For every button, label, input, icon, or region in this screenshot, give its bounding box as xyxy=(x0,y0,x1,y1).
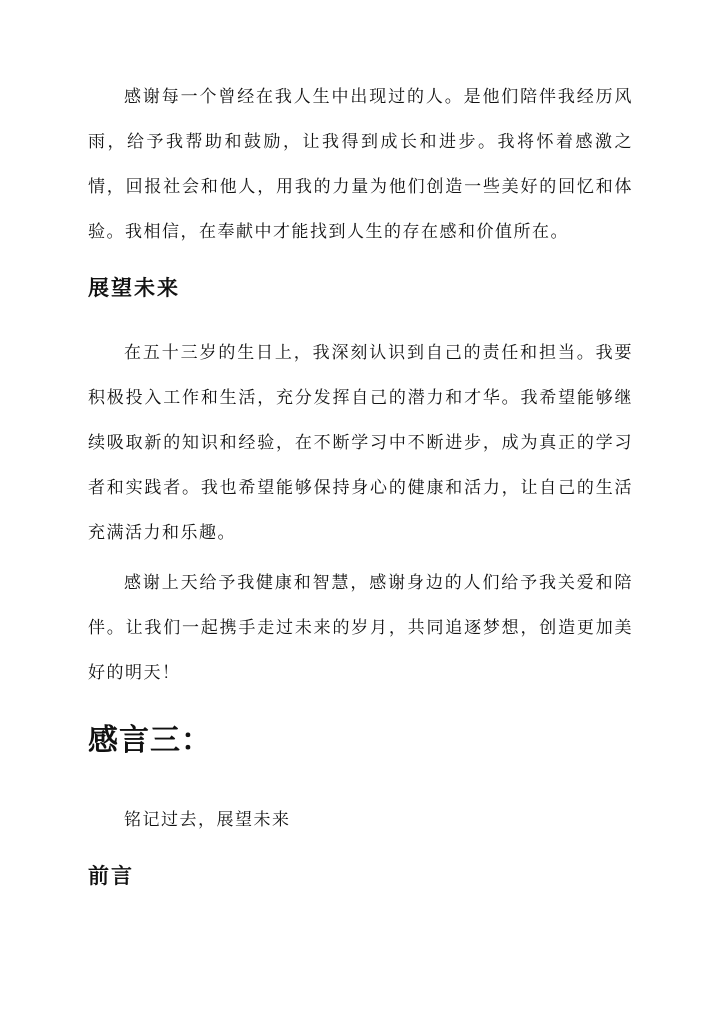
future-heading: 展望未来 xyxy=(88,275,180,300)
gratitude-paragraph: 感谢每一个曾经在我人生中出现过的人。是他们陪伴我经历风雨，给予我帮助和鼓励，让我得到成长和进步。我将怀着感激之情，回报社会和他人，用我的力量为他们创造一些美好的回忆和体验。我相信，在奉献中才能找到人生的存在感和价值所在。 xyxy=(88,87,633,242)
section-three-heading: 感言三： xyxy=(88,723,212,758)
future-paragraph: 在五十三岁的生日上，我深刻认识到自己的责任和担当。我要积极投入工作和生活，充分发挥自己的潜力和才华。我希望能够继续吸取新的知识和经验，在不断学习中不断进步，成为真正的学习者和实践者。我也希望能够保持身心的健康和活力，让自己的生活充满活力和乐趣。 xyxy=(88,343,633,543)
closing-paragraph: 感谢上天给予我健康和智慧，感谢身边的人们给予我关爱和陪伴。让我们一起携手走过未来的岁月，共同追逐梦想，创造更加美好的明天！ xyxy=(88,573,633,683)
section-subtitle: 铭记过去，展望未来 xyxy=(124,810,291,830)
preface-heading: 前言 xyxy=(88,863,134,888)
